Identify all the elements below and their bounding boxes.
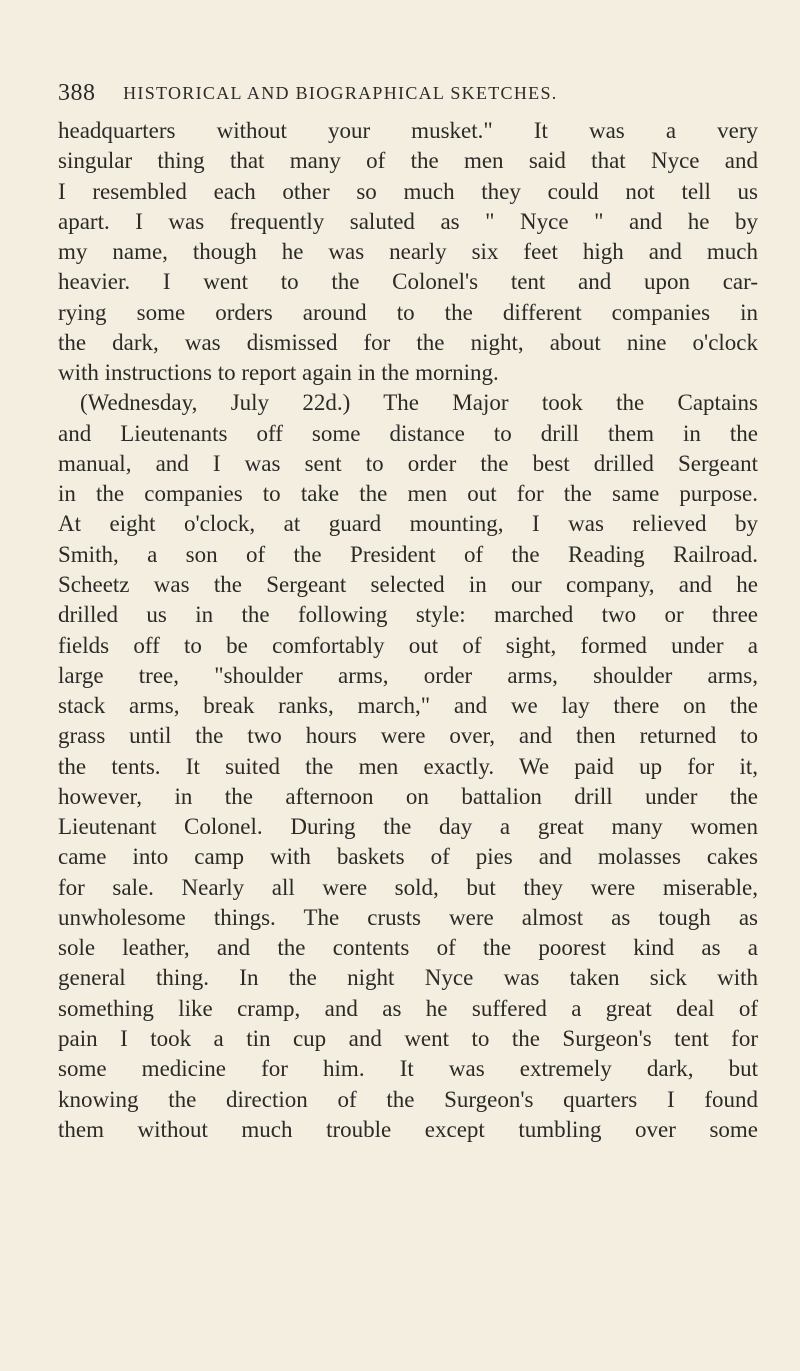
- text-line-25: came into camp with baskets of pies and molasses cakes: [58, 844, 758, 870]
- text-line-29: general thing. In the night Nyce was taken sick with: [58, 965, 758, 991]
- text-line-17: drilled us in the following style: marched two or three: [58, 602, 758, 628]
- text-line-10: (Wednesday, July 22d.) The Major took the Captains: [80, 390, 758, 416]
- text-line-1: headquarters without your musket." It was a very: [58, 118, 758, 143]
- text-line-7: rying some orders around to the different companies in: [58, 299, 758, 325]
- text-line-9: with instructions to report again in the morning.: [58, 360, 499, 386]
- text-line-22: the tents. It suited the men exactly. We paid up for it,: [58, 753, 758, 779]
- text-line-16: Scheetz was the Sergeant selected in our company, and he: [58, 571, 758, 597]
- text-line-23: however, in the afternoon on battalion drill under the: [58, 783, 758, 809]
- body-text: [58, 116, 758, 1145]
- text-line-20: stack arms, break ranks, march," and we lay there on the: [58, 693, 758, 719]
- text-line-13: in the companies to take the men out for the same purpose.: [58, 481, 758, 507]
- text-line-21: grass until the two hours were over, and then returned to: [58, 723, 758, 749]
- page-number: 388: [58, 80, 96, 106]
- text-line-30: something like cramp, and as he suffered a great deal of: [58, 995, 758, 1021]
- running-title: HISTORICAL AND BIOGRAPHICAL SKETCHES.: [123, 83, 558, 103]
- text-line-11: and Lieutenants off some distance to drill them in the: [58, 420, 758, 446]
- text-line-4: apart. I was frequently saluted as " Nyce " and he by: [58, 208, 758, 234]
- text-line-12: manual, and I was sent to order the best drilled Sergeant: [58, 450, 758, 476]
- text-line-26: for sale. Nearly all were sold, but they were miserable,: [58, 874, 758, 900]
- text-line-34: them without much trouble except tumbling over some: [58, 1116, 758, 1142]
- text-line-5: my name, though he was nearly six feet high and much: [58, 239, 758, 265]
- text-line-24: Lieutenant Colonel. During the day a great many women: [58, 814, 758, 840]
- text-line-6: heavier. I went to the Colonel's tent and upon car-: [58, 269, 758, 295]
- text-line-18: fields off to be comfortably out of sight, formed under a: [58, 632, 758, 658]
- text-line-27: unwholesome things. The crusts were almost as tough as: [58, 904, 758, 930]
- text-line-15: Smith, a son of the President of the Reading Railroad.: [58, 541, 758, 567]
- running-head: [58, 77, 758, 109]
- text-line-3: I resembled each other so much they could not tell us: [58, 178, 758, 204]
- text-line-32: some medicine for him. It was extremely dark, but: [58, 1056, 758, 1082]
- text-line-28: sole leather, and the contents of the poorest kind as a: [58, 935, 758, 961]
- text-line-14: At eight o'clock, at guard mounting, I was relieved by: [58, 511, 758, 537]
- text-line-31: pain I took a tin cup and went to the Surgeon's tent for: [58, 1025, 758, 1051]
- text-line-8: the dark, was dismissed for the night, about nine o'clock: [58, 329, 758, 355]
- text-line-19: large tree, "shoulder arms, order arms, shoulder arms,: [58, 662, 758, 688]
- text-line-33: knowing the direction of the Surgeon's quarters I found: [58, 1086, 758, 1112]
- text-line-2: singular thing that many of the men said that Nyce and: [58, 148, 758, 174]
